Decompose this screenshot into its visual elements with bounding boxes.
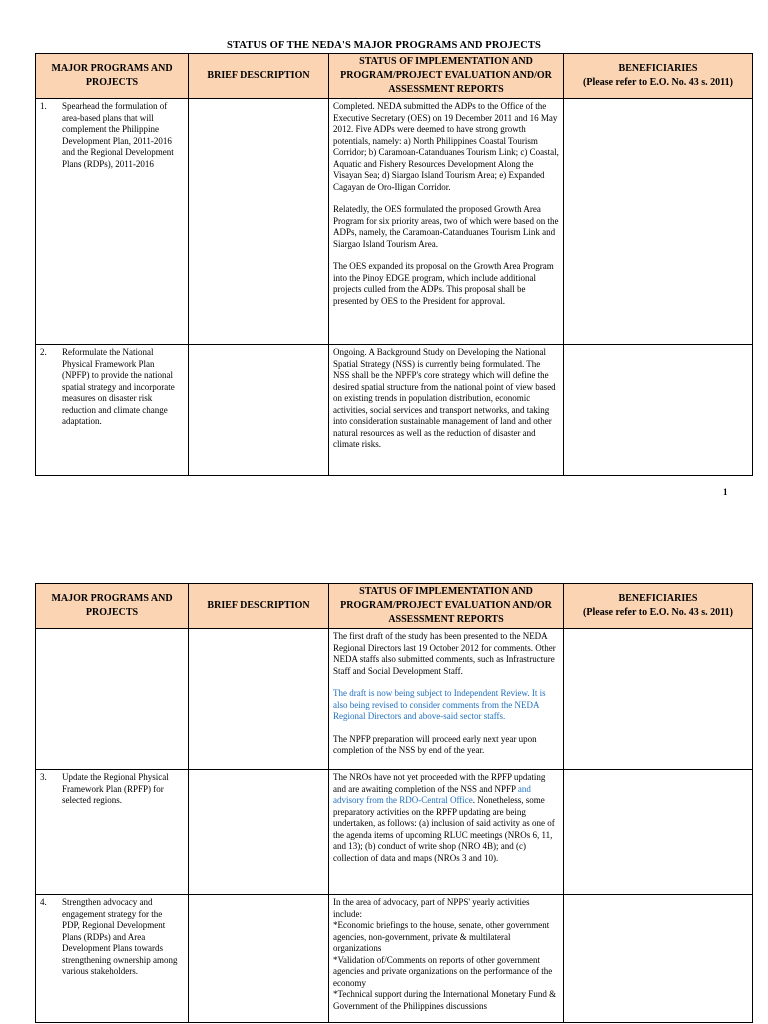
- status-table-page-2: [35, 583, 753, 1023]
- status-paragraph: Completed. NEDA submitted the ADPs to the Office of the Executive Secretary (OES) on 19 December 2011 and 16 May 2012. Five ADPs were deemed to have strong growth potentials, namely: a) North Philippines Coastal Tourism Corridor; b) Caramoan-Catanduanes Tourism Link; c) Coastal, Aquatic and Fishery Resources Development Along the Visayan Sea; d) Siargao Island Tourism Area; e) Expanded Cagayan de Oro-Iligan Corridor.: [333, 101, 559, 192]
- status-paragraph: The NPFP preparation will proceed early next year upon completion of the NSS by end of the year.: [333, 733, 537, 755]
- status-paragraph: The OES expanded its proposal on the Growth Area Program into the Pinoy EDGE program, which include additional projects culled from the ADPs. This proposal shall be presented by OES to the President for approval.: [333, 261, 554, 306]
- program-cell: [36, 895, 189, 1023]
- status-cell: [329, 345, 564, 476]
- program-text: Strengthen advocacy and engagement strategy for the PDP, Regional Development Plans (RDPs) and Area Development Plans towards strengthening ownership among various stakeholders.: [62, 897, 178, 976]
- program-text: Reformulate the National Physical Framework Plan (NPFP) to provide the national spatial strategy and incorporate measures on disaster risk reduction and climate change adaptation.: [62, 347, 175, 426]
- item-number: 1.: [40, 101, 47, 111]
- header-brief-description: BRIEF DESCRIPTION: [189, 584, 329, 629]
- status-cell: [329, 629, 564, 770]
- status-paragraph-highlight: The draft is now being subject to Independent Review. It is also being revised to consider comments from the NEDA Regional Directors and above-said sector staffs.: [333, 688, 546, 721]
- item-number: 2.: [40, 347, 47, 357]
- item-number: 3.: [40, 772, 47, 782]
- beneficiaries-cell: [564, 629, 753, 770]
- header-beneficiaries-title: BENEFICIARIES: [618, 593, 698, 604]
- table-row: [36, 770, 753, 895]
- header-status: STATUS OF IMPLEMENTATION AND PROGRAM/PROJECT EVALUATION AND/OR ASSESSMENT REPORTS: [329, 584, 564, 629]
- table-row: [36, 345, 753, 476]
- table-row: [36, 629, 753, 770]
- status-paragraph: The first draft of the study has been presented to the NEDA Regional Directors last 19 October 2012 for comments. Other NEDA staffs also submitted comments, such as Infrastructure Staff and Social Development Staff.: [333, 631, 556, 676]
- status-paragraph: Relatedly, the OES formulated the proposed Growth Area Program for six priority areas, two of which were based on the ADPs, namely, the Caramoan-Catanduanes Tourism Link and Siargao Island Tourism Area.: [333, 204, 559, 249]
- status-line: In the area of advocacy, part of NPPS' yearly activities include:: [333, 897, 530, 919]
- status-line: *Validation of/Comments on reports of other government agencies and private organizations on the performance of the economy: [333, 954, 553, 988]
- program-cell: [36, 770, 189, 895]
- status-line: *Economic briefings to the house, senate, other government agencies, non-government, private & multilateral organizations: [333, 920, 550, 953]
- beneficiaries-cell: [564, 770, 753, 895]
- status-cell: [329, 770, 564, 895]
- table-row: [36, 99, 753, 345]
- header-major-programs: MAJOR PROGRAMS AND PROJECTS: [36, 54, 189, 99]
- page-number: 1: [723, 487, 728, 497]
- page-title: STATUS OF THE NEDA'S MAJOR PROGRAMS AND PROJECTS: [227, 40, 541, 51]
- header-status: STATUS OF IMPLEMENTATION AND PROGRAM/PROJECT EVALUATION AND/OR ASSESSMENT REPORTS: [329, 54, 564, 99]
- status-paragraph: [333, 772, 559, 864]
- beneficiaries-cell: [564, 99, 753, 345]
- program-cell: [36, 345, 189, 476]
- program-cell: [36, 99, 189, 345]
- status-text: The NROs have not yet proceeded with the RPFP updating and are awaiting completion of the NSS and NPFP: [333, 772, 546, 794]
- beneficiaries-cell: [564, 345, 753, 476]
- header-beneficiaries-note: (Please refer to E.O. No. 43 s. 2011): [583, 77, 733, 88]
- status-cell: [329, 99, 564, 345]
- table-row: [36, 895, 753, 1023]
- program-text: Update the Regional Physical Framework Plan (RPFP) for selected regions.: [62, 772, 169, 805]
- description-cell: [189, 770, 329, 895]
- header-beneficiaries-note: (Please refer to E.O. No. 43 s. 2011): [583, 607, 733, 618]
- description-cell: [189, 99, 329, 345]
- header-beneficiaries-title: BENEFICIARIES: [618, 63, 698, 74]
- description-cell: [189, 895, 329, 1023]
- status-table-page-1: [35, 53, 753, 476]
- status-line: *Technical support during the International Monetary Fund & Government of the Philippines discussions: [333, 989, 557, 1011]
- header-brief-description: BRIEF DESCRIPTION: [189, 54, 329, 99]
- status-cell: [329, 895, 564, 1023]
- program-cell: [36, 629, 189, 770]
- item-number: 4.: [40, 897, 47, 907]
- status-text-highlight: and advisory from the RDO-Central Office: [333, 783, 531, 805]
- header-beneficiaries: [564, 54, 753, 99]
- status-paragraph: Ongoing. A Background Study on Developing the National Spatial Strategy (NSS) is currently being formulated. The NSS shall be the NPFP's core strategy which will define the desired spatial structure from the national point of view based on existing trends in population distribution, economic activities, social services and transport networks, and taking into consideration sustainable management of land and other natural resources as well as the reduction of disaster and climate risks.: [333, 347, 556, 449]
- header-major-programs: MAJOR PROGRAMS AND PROJECTS: [36, 584, 189, 629]
- header-beneficiaries: [564, 584, 753, 629]
- description-cell: [189, 345, 329, 476]
- status-text: . Nonetheless, some preparatory activities on the RPFP updating are being undertaken, as follows: (a) inclusion of said activity as one of the agenda items of upcoming RLUC meetings (NROs 6, 11, and 13); (b) conduct of write shop (NRO 4B); and (c) collection of data and maps (NROs 3 and 10).: [333, 795, 555, 863]
- beneficiaries-cell: [564, 895, 753, 1023]
- description-cell: [189, 629, 329, 770]
- program-text: Spearhead the formulation of area-based plans that will complement the Philippine Development Plan, 2011-2016 and the Regional Development Plans (RDPs), 2011-2016: [62, 101, 174, 169]
